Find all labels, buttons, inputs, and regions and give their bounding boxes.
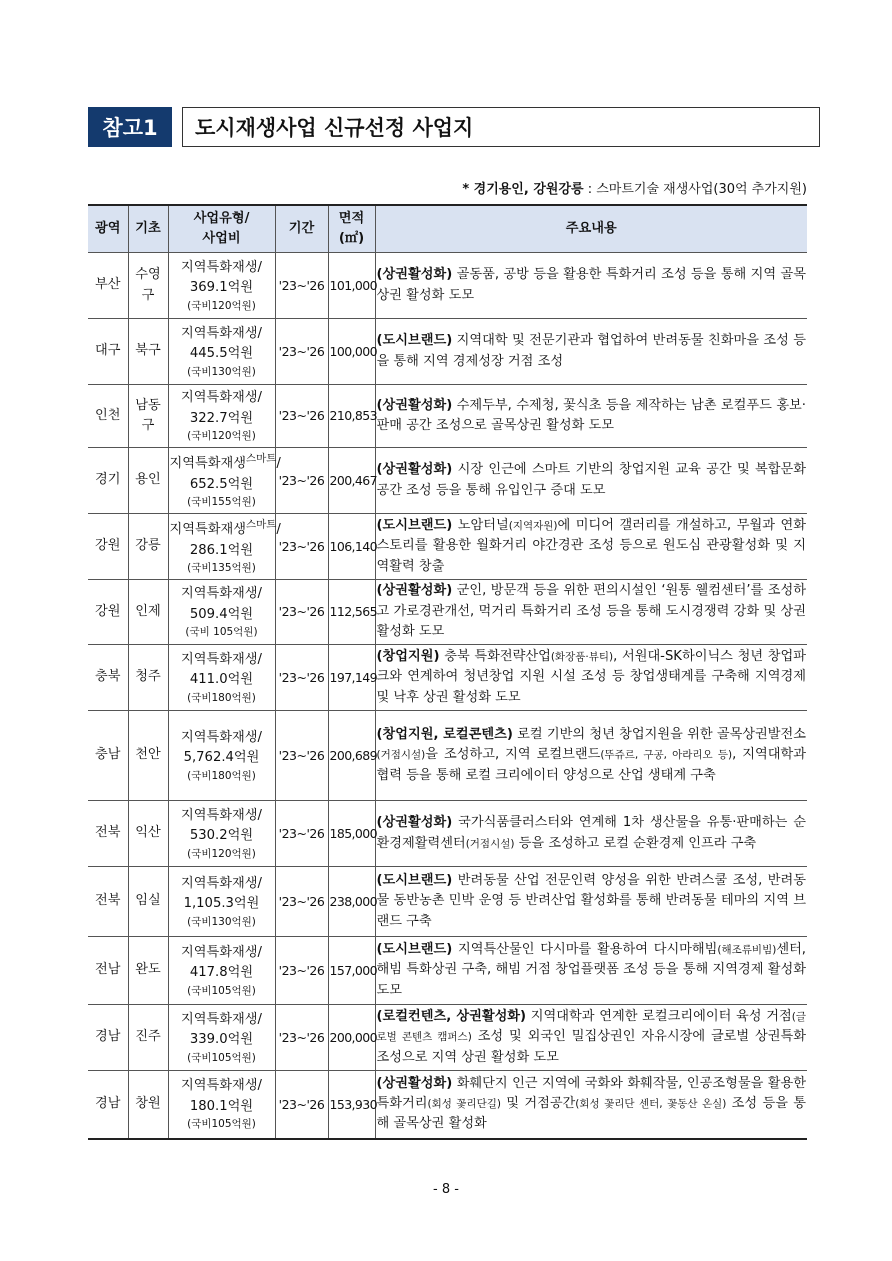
cell-region: 인천 bbox=[88, 385, 128, 448]
project-type: 지역특화재생/ bbox=[181, 325, 262, 341]
table-row bbox=[88, 253, 807, 319]
content-text: 시장 인근에 스마트 기반의 창업지원 교육 공간 및 복합문화공간 조성 등을 통해 유입인구 증대 도모 bbox=[376, 462, 806, 498]
header-period: 기간 bbox=[275, 205, 328, 253]
cell-basic: 창원 bbox=[128, 1071, 168, 1139]
cell-type bbox=[168, 1005, 275, 1071]
cell-content bbox=[375, 711, 807, 801]
header-content: 주요내용 bbox=[375, 205, 807, 253]
cell-area: 153,930 bbox=[328, 1071, 375, 1139]
project-subsidy: (국비180억원) bbox=[187, 769, 256, 782]
header-basic: 기초 bbox=[128, 205, 168, 253]
cell-period: '23~'26 bbox=[275, 448, 328, 514]
header-type bbox=[168, 205, 275, 253]
project-type: 지역특화재생 bbox=[169, 522, 246, 538]
project-budget: 180.1억원 bbox=[189, 1098, 254, 1114]
table-row bbox=[88, 867, 807, 937]
content-text: 에 미디어 갤러리를 개설하고, 무월과 연화 스토리를 활용한 월화거리 야간경관 조성 등으로 원도심 관광활성화 및 지역활력 창출 bbox=[376, 517, 806, 574]
table-row bbox=[88, 514, 807, 580]
header-type-line2: 사업비 bbox=[202, 231, 241, 246]
project-type: 지역특화재생/ bbox=[181, 944, 262, 960]
project-subsidy: (국비120억원) bbox=[187, 299, 256, 312]
content-keyword: (도시브랜드) bbox=[376, 872, 453, 888]
cell-basic: 용인 bbox=[128, 448, 168, 514]
cell-area: 100,000 bbox=[328, 319, 375, 385]
cell-region: 강원 bbox=[88, 514, 128, 580]
project-type: 지역특화재생/ bbox=[181, 1011, 262, 1027]
content-text: 국가식품클러스터와 연계해 1차 생산물을 유통·판매하는 순환경제활력센터 bbox=[376, 815, 806, 851]
cell-region: 부산 bbox=[88, 253, 128, 319]
content-keyword: (도시브랜드) bbox=[376, 941, 453, 957]
cell-period: '23~'26 bbox=[275, 319, 328, 385]
project-type: 지역특화재생/ bbox=[181, 651, 262, 667]
content-text: 군인, 방문객 등을 위한 편의시설인 ‘원통 웰컴센터’를 조성하고 가로경관개선, 먹거리 특화거리 조성 등을 통해 도시경쟁력 강화 및 상권활성화 도모 bbox=[376, 583, 806, 640]
content-text: 조성 등을 통해 골목상권 활성화 bbox=[376, 1096, 806, 1132]
cell-content bbox=[375, 937, 807, 1005]
cell-region: 전북 bbox=[88, 801, 128, 867]
table-row bbox=[88, 385, 807, 448]
content-keyword: (도시브랜드) bbox=[376, 517, 453, 533]
cell-area: 200,689 bbox=[328, 711, 375, 801]
cell-content bbox=[375, 580, 807, 645]
header-region: 광역 bbox=[88, 205, 128, 253]
content-keyword: (창업지원) bbox=[376, 648, 440, 664]
footnote bbox=[462, 178, 807, 197]
page-number: - 8 - bbox=[433, 1182, 459, 1197]
project-budget: 322.7억원 bbox=[189, 410, 254, 426]
cell-type bbox=[168, 319, 275, 385]
content-note: (해조류비빔) bbox=[717, 943, 777, 956]
footnote-suffix: : 스마트기술 재생사업(30억 추가지원) bbox=[583, 182, 807, 197]
content-text: 지역대학과 연계한 로컬크리에이터 육성 거점 bbox=[526, 1008, 792, 1024]
cell-region: 충북 bbox=[88, 645, 128, 711]
project-type-sup: 스마트 bbox=[245, 519, 277, 531]
content-note: (거점시설) bbox=[376, 749, 426, 762]
content-text: 조성 및 외국인 밀집상권인 자유시장에 글로벌 상권특화 조성으로 지역 상권 활성화 도모 bbox=[376, 1029, 807, 1065]
content-keyword: (도시브랜드) bbox=[376, 333, 453, 349]
cell-area: 101,000 bbox=[328, 253, 375, 319]
cell-type bbox=[168, 580, 275, 645]
header-area-line2: (㎡) bbox=[338, 231, 365, 246]
content-text: 지역특산물인 다시마를 활용하여 다시마해빔 bbox=[452, 941, 718, 957]
project-type: 지역특화재생/ bbox=[181, 807, 262, 823]
table-header-row bbox=[88, 205, 807, 253]
cell-area: 112,565 bbox=[328, 580, 375, 645]
content-keyword: (상권활성화) bbox=[376, 583, 453, 599]
project-budget: 1,105.3억원 bbox=[183, 896, 260, 912]
cell-type bbox=[168, 645, 275, 711]
cell-type bbox=[168, 867, 275, 937]
cell-content bbox=[375, 1005, 807, 1071]
cell-period: '23~'26 bbox=[275, 514, 328, 580]
content-keyword: (상권활성화) bbox=[376, 462, 453, 478]
cell-area: 185,000 bbox=[328, 801, 375, 867]
content-text: 로컬 기반의 청년 창업지원을 위한 골목상권발전소 bbox=[512, 726, 807, 742]
content-note: (지역자원) bbox=[508, 519, 558, 532]
project-table bbox=[88, 204, 807, 1140]
table-row bbox=[88, 711, 807, 801]
content-text: 수제두부, 수제청, 꽃식초 등을 제작하는 남촌 로컬푸드 홍보·판매 공간 조성으로 골목상권 활성화 도모 bbox=[376, 397, 806, 433]
content-keyword: (창업지원, 로컬콘텐츠) bbox=[376, 726, 513, 742]
cell-content bbox=[375, 385, 807, 448]
content-note: (글로벌 콘텐츠 캠퍼스) bbox=[376, 1010, 806, 1044]
content-text: 골동품, 공방 등을 활용한 특화거리 조성 등을 통해 지역 골목상권 활성화 도모 bbox=[376, 267, 806, 303]
cell-area: 197,149 bbox=[328, 645, 375, 711]
cell-period: '23~'26 bbox=[275, 1005, 328, 1071]
project-type-sup: 스마트 bbox=[245, 453, 277, 465]
cell-basic: 진주 bbox=[128, 1005, 168, 1071]
cell-period: '23~'26 bbox=[275, 867, 328, 937]
cell-area: 200,000 bbox=[328, 1005, 375, 1071]
cell-content bbox=[375, 1071, 807, 1139]
project-subsidy: (국비130억원) bbox=[187, 915, 256, 928]
project-budget: 652.5억원 bbox=[189, 476, 254, 492]
cell-type bbox=[168, 1071, 275, 1139]
content-keyword: (상권활성화) bbox=[376, 1075, 453, 1091]
project-budget: 530.2억원 bbox=[189, 828, 254, 844]
content-keyword: (상권활성화) bbox=[376, 397, 453, 413]
content-text: , 서원대-SK하이닉스 청년 창업파크와 연계하여 청년창업 지원 시설 조성 등 창업생태계를 구축해 지역경제 및 낙후 상권 활성화 도모 bbox=[376, 648, 807, 705]
content-note: (뚜쥬르, 구공, 아라리오 등) bbox=[600, 749, 733, 762]
cell-content bbox=[375, 867, 807, 937]
table-row bbox=[88, 580, 807, 645]
cell-type bbox=[168, 937, 275, 1005]
cell-area: 157,000 bbox=[328, 937, 375, 1005]
content-note: (화장품·뷰티) bbox=[550, 650, 614, 663]
project-subsidy: (국비105억원) bbox=[187, 1118, 256, 1131]
cell-basic: 천안 bbox=[128, 711, 168, 801]
project-type: 지역특화재생/ bbox=[181, 875, 262, 891]
cell-content bbox=[375, 645, 807, 711]
content-text: 노암터널 bbox=[452, 517, 509, 533]
content-text: 반려동물 산업 전문인력 양성을 위한 반려스쿨 조성, 반려동물 동반농촌 민박 운영 등 반려산업 활성화를 통해 반려동물 테마의 지역 브랜드 구축 bbox=[376, 872, 806, 929]
cell-basic: 임실 bbox=[128, 867, 168, 937]
project-subsidy: (국비120억원) bbox=[187, 847, 256, 860]
content-text: 등을 조성하고 로컬 순환경제 인프라 구축 bbox=[514, 835, 757, 851]
project-subsidy: (국비 105억원) bbox=[185, 626, 258, 639]
content-keyword: (로컬컨텐츠, 상권활성화) bbox=[376, 1008, 527, 1024]
project-type: 지역특화재생/ bbox=[181, 390, 262, 406]
cell-content bbox=[375, 801, 807, 867]
table-row bbox=[88, 319, 807, 385]
cell-content bbox=[375, 448, 807, 514]
cell-basic: 남동구 bbox=[128, 385, 168, 448]
cell-region: 경기 bbox=[88, 448, 128, 514]
cell-area: 200,467 bbox=[328, 448, 375, 514]
cell-basic: 수영구 bbox=[128, 253, 168, 319]
content-note: (회성 꽃리단길) bbox=[427, 1098, 501, 1111]
cell-region: 충남 bbox=[88, 711, 128, 801]
cell-type bbox=[168, 801, 275, 867]
project-budget: 5,762.4억원 bbox=[183, 750, 260, 766]
content-keyword: (상권활성화) bbox=[376, 815, 453, 831]
cell-period: '23~'26 bbox=[275, 253, 328, 319]
table-row bbox=[88, 937, 807, 1005]
content-text: , 지역대학과 협력 등을 통해 로컬 크리에이터 양성으로 산업 생태계 구축 bbox=[376, 747, 806, 783]
project-type-end: / bbox=[276, 522, 281, 538]
cell-type bbox=[168, 253, 275, 319]
project-subsidy: (국비120억원) bbox=[187, 430, 256, 443]
project-type: 지역특화재생/ bbox=[181, 259, 262, 275]
project-budget: 339.0억원 bbox=[189, 1032, 254, 1048]
cell-region: 강원 bbox=[88, 580, 128, 645]
project-budget: 411.0억원 bbox=[189, 672, 254, 688]
project-subsidy: (국비135억원) bbox=[187, 562, 256, 575]
project-type-end: / bbox=[276, 456, 281, 472]
cell-period: '23~'26 bbox=[275, 711, 328, 801]
project-subsidy: (국비180억원) bbox=[187, 691, 256, 704]
cell-content bbox=[375, 514, 807, 580]
project-budget: 286.1억원 bbox=[189, 542, 254, 558]
project-type: 지역특화재생/ bbox=[181, 586, 262, 602]
content-text: 을 조성하고, 지역 로컬브랜드 bbox=[425, 747, 601, 763]
cell-period: '23~'26 bbox=[275, 385, 328, 448]
project-subsidy: (국비130억원) bbox=[187, 365, 256, 378]
page-header bbox=[88, 107, 820, 147]
cell-period: '23~'26 bbox=[275, 1071, 328, 1139]
header-area-line1: 면적 bbox=[338, 210, 365, 226]
project-budget: 445.5억원 bbox=[189, 346, 254, 362]
cell-period: '23~'26 bbox=[275, 580, 328, 645]
project-budget: 417.8억원 bbox=[189, 965, 254, 981]
table-row bbox=[88, 1005, 807, 1071]
cell-region: 경남 bbox=[88, 1005, 128, 1071]
cell-period: '23~'26 bbox=[275, 937, 328, 1005]
table-row bbox=[88, 801, 807, 867]
cell-region: 경남 bbox=[88, 1071, 128, 1139]
table-row bbox=[88, 448, 807, 514]
cell-basic: 완도 bbox=[128, 937, 168, 1005]
content-text: 화훼단지 인근 지역에 국화와 화훼작물, 인공조형물을 활용한 특화거리 bbox=[376, 1075, 806, 1112]
table-row bbox=[88, 645, 807, 711]
cell-basic: 강릉 bbox=[128, 514, 168, 580]
cell-period: '23~'26 bbox=[275, 801, 328, 867]
content-text: 지역대학 및 전문기관과 협업하여 반려동물 친화마을 조성 등을 통해 지역 경제성장 거점 조성 bbox=[376, 333, 806, 369]
cell-region: 전남 bbox=[88, 937, 128, 1005]
cell-content bbox=[375, 253, 807, 319]
cell-basic: 청주 bbox=[128, 645, 168, 711]
header-area bbox=[328, 205, 375, 253]
cell-period: '23~'26 bbox=[275, 645, 328, 711]
project-budget: 509.4억원 bbox=[189, 606, 254, 622]
table-row bbox=[88, 1071, 807, 1139]
content-note: (회성 꽃리단 센터, 꽃동산 온실) bbox=[575, 1098, 727, 1111]
cell-type bbox=[168, 711, 275, 801]
project-subsidy: (국비105억원) bbox=[187, 984, 256, 997]
cell-area: 106,140 bbox=[328, 514, 375, 580]
project-subsidy: (국비155억원) bbox=[187, 496, 256, 509]
project-type: 지역특화재생/ bbox=[181, 729, 262, 745]
content-keyword: (상권활성화) bbox=[376, 267, 453, 283]
cell-basic: 북구 bbox=[128, 319, 168, 385]
page-title: 도시재생사업 신규선정 사업지 bbox=[182, 107, 820, 147]
footnote-prefix: * 경기용인, 강원강릉 bbox=[462, 182, 584, 197]
content-note: (거점시설) bbox=[465, 837, 515, 850]
cell-area: 210,853 bbox=[328, 385, 375, 448]
cell-area: 238,000 bbox=[328, 867, 375, 937]
content-text: 충북 특화전략산업 bbox=[439, 648, 551, 664]
cell-basic: 익산 bbox=[128, 801, 168, 867]
header-type-line1: 사업유형/ bbox=[193, 210, 250, 226]
cell-content bbox=[375, 319, 807, 385]
content-text: 센터, 해빔 특화상권 구축, 해빔 거점 창업플랫폼 조성 등을 통해 지역경제 활성화 도모 bbox=[376, 941, 806, 998]
project-budget: 369.1억원 bbox=[189, 280, 254, 296]
cell-type bbox=[168, 448, 281, 514]
project-subsidy: (국비105억원) bbox=[187, 1051, 256, 1064]
project-type: 지역특화재생 bbox=[169, 456, 246, 472]
cell-type bbox=[168, 385, 275, 448]
reference-tag: 참고1 bbox=[88, 107, 172, 147]
content-text: 및 거점공간 bbox=[500, 1096, 576, 1112]
cell-basic: 인제 bbox=[128, 580, 168, 645]
cell-type bbox=[168, 514, 281, 580]
cell-region: 전북 bbox=[88, 867, 128, 937]
project-type: 지역특화재생/ bbox=[181, 1078, 262, 1094]
cell-region: 대구 bbox=[88, 319, 128, 385]
